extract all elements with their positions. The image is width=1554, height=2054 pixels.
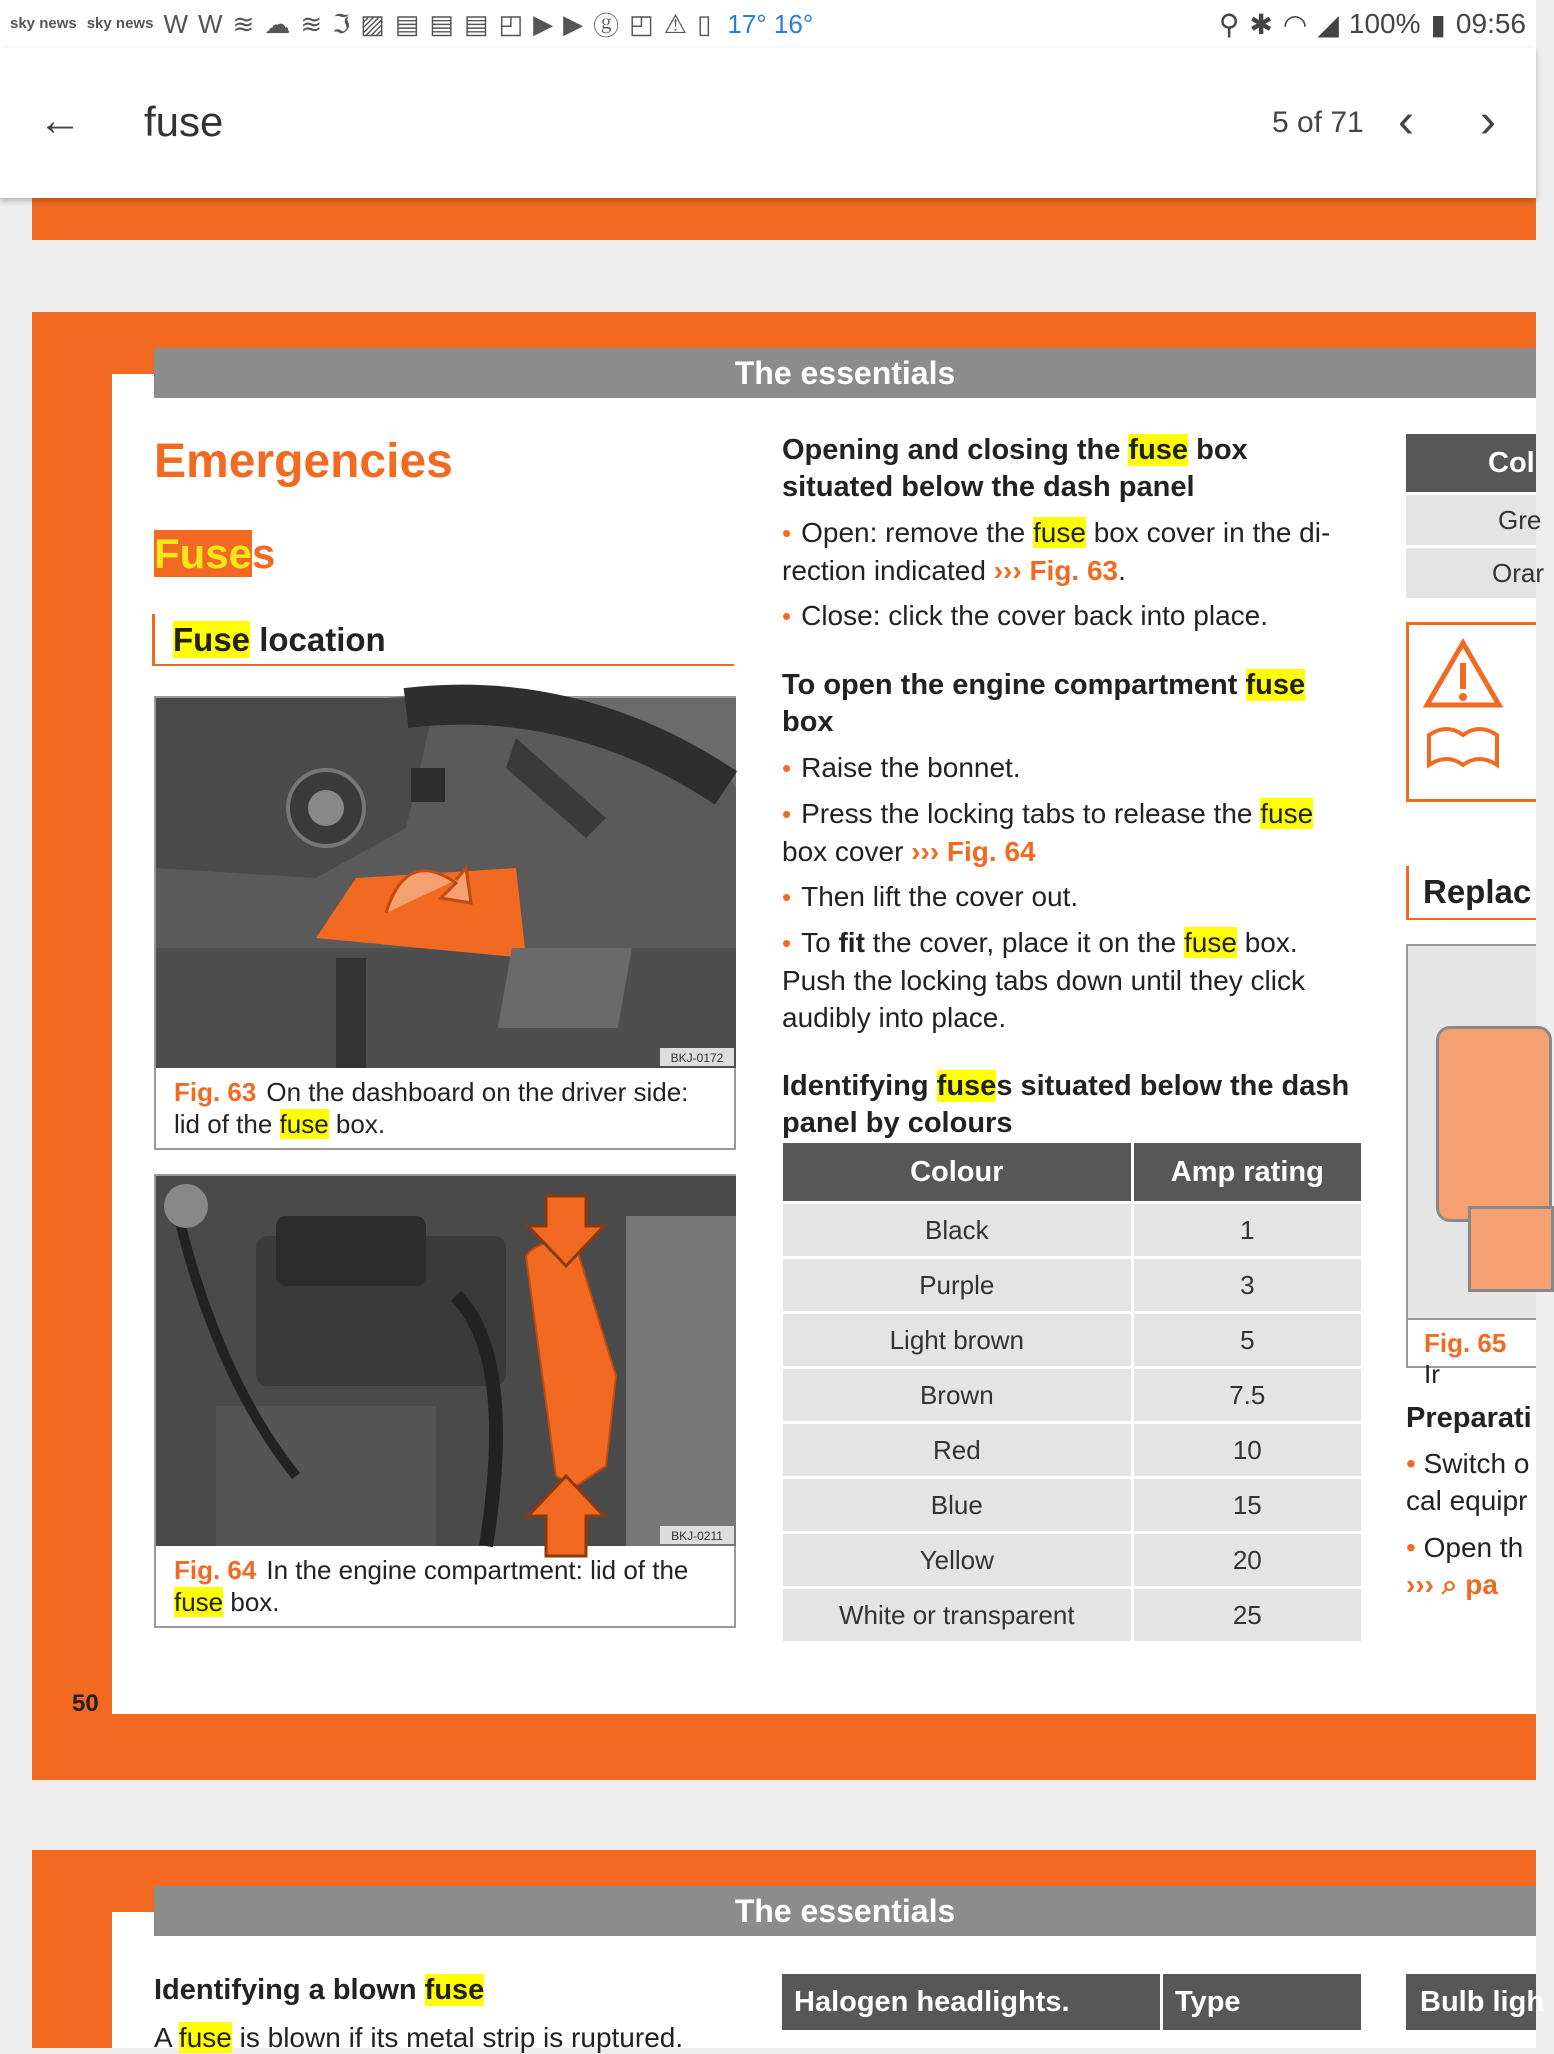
- warning-box: [1406, 622, 1536, 802]
- subsection-title: Fuses: [154, 530, 276, 577]
- essentials-banner: The essentials: [154, 1886, 1536, 1936]
- list-item: • Press the locking tabs to release the fuse box cover ››› Fig. 64: [782, 795, 1364, 870]
- previous-page-edge: [32, 198, 1536, 240]
- document-icon: ▯: [697, 8, 712, 39]
- weather-icon: ≋: [300, 8, 323, 39]
- list-item: • Open: remove the fuse box cover in the di-rection indicated ››› Fig. 63.: [782, 514, 1364, 589]
- engine-compartment-illustration: [156, 1176, 734, 1546]
- weather-icon: ≋: [232, 8, 255, 39]
- table-cell: Orar: [1406, 548, 1536, 598]
- column-header: Colour: [782, 1142, 1133, 1203]
- youtube-icon: ▶: [533, 8, 554, 39]
- section-title: Emergencies: [154, 435, 453, 488]
- figure-caption: Ir: [1424, 1359, 1440, 1389]
- table-header: Type: [1163, 1974, 1361, 2030]
- fuse-location-heading: Fuse location: [152, 614, 734, 666]
- paragraph: A fuse is blown if its metal strip is ruptured.: [154, 2022, 684, 2053]
- cloud-icon: ☁: [264, 8, 291, 39]
- table-cell: 3: [1132, 1258, 1362, 1313]
- column-header: Amp rating: [1132, 1142, 1362, 1203]
- table-cell: 7.5: [1132, 1368, 1362, 1423]
- flipboard-icon: ◰: [498, 8, 524, 39]
- calendar-icon: ▤: [429, 8, 454, 39]
- section-heading: Identifying a blown fuse: [154, 1974, 485, 2006]
- section-heading: To open the engine compartment fuse box: [782, 669, 1306, 738]
- battery-icon: ▮: [1430, 8, 1446, 40]
- status-bar: [0, 0, 1536, 48]
- figure-caption: Fig. 64 In the engine compartment: lid of the fuse box.: [174, 1555, 689, 1617]
- figure-63: [154, 696, 736, 1150]
- table-cell: Light brown: [782, 1313, 1133, 1368]
- table-cell: 20: [1132, 1533, 1362, 1588]
- figure-caption: Fig. 63 On the dashboard on the driver side: lid of the fuse box.: [174, 1077, 689, 1139]
- signal-icon: ◢: [1317, 8, 1339, 40]
- figure-code: BKJ-0211: [671, 1529, 723, 1543]
- right-column: [1406, 434, 1544, 1684]
- table-cell: Black: [782, 1203, 1133, 1258]
- table-cell: 25: [1132, 1588, 1362, 1643]
- list-item: • Close: click the cover back into place.: [782, 597, 1364, 635]
- search-query[interactable]: fuse: [144, 98, 224, 145]
- telegraph-icon: ℑ: [332, 8, 351, 39]
- figure-link[interactable]: ››› Fig. 63: [993, 555, 1119, 586]
- wifi-icon: ◠: [1282, 8, 1308, 40]
- table-row: [782, 1203, 1363, 1258]
- table-row: [782, 1258, 1363, 1313]
- essentials-banner: The essentials: [154, 348, 1536, 398]
- table-cell: 1: [1132, 1203, 1362, 1258]
- image-icon: ▨: [360, 8, 385, 39]
- message-icon: ⚠: [663, 8, 688, 39]
- battery-percent: 100%: [1348, 8, 1421, 39]
- calendar-icon: ▤: [464, 8, 489, 39]
- table-cell: 15: [1132, 1478, 1362, 1533]
- section-heading: Opening and closing the fuse box situated below the dash panel: [782, 434, 1248, 503]
- back-arrow-icon[interactable]: ←: [38, 96, 82, 145]
- w-notification-icon: W: [163, 8, 188, 39]
- table-row: [782, 1533, 1363, 1588]
- instructions-column: [782, 432, 1364, 1142]
- table-row: [782, 1588, 1363, 1643]
- section-heading: Preparati: [1406, 1402, 1532, 1434]
- figure-link[interactable]: ››› Fig. 64: [911, 836, 1036, 867]
- next-match-button[interactable]: ›: [1480, 95, 1496, 148]
- flipboard-icon: ◰: [629, 8, 654, 39]
- w-notification-icon: W: [197, 8, 223, 39]
- table-cell: White or transparent: [782, 1588, 1133, 1643]
- figure-label: Fig. 65: [1424, 1328, 1507, 1358]
- table-row: [782, 1423, 1363, 1478]
- page-number: 50: [72, 1690, 99, 1717]
- list-item: • To fit the cover, place it on the fuse box. Push the locking tabs down until they click audibly into place.: [782, 924, 1364, 1036]
- manual-icon: [1429, 729, 1497, 765]
- table-cell: Blue: [782, 1478, 1133, 1533]
- clock: 09:56: [1455, 8, 1526, 39]
- table-cell: Purple: [782, 1258, 1133, 1313]
- bluetooth-icon: ✱: [1249, 8, 1273, 40]
- fuse-colour-table: [780, 1140, 1364, 1644]
- dashboard-illustration: [156, 698, 734, 1068]
- figure-64: [154, 1174, 736, 1628]
- figure-code: BKJ-0172: [670, 1051, 724, 1065]
- table-row: [782, 1313, 1363, 1368]
- temperature: 17° 16°: [727, 8, 814, 39]
- replace-heading: Replac: [1406, 866, 1536, 920]
- list-item: • Open th ››› ⌕ pa: [1406, 1532, 1524, 1600]
- search-toolbar: [0, 48, 1536, 198]
- sky-news-notification: sky news: [86, 15, 154, 32]
- sky-news-notification: sky news: [10, 15, 77, 32]
- list-item: • Then lift the cover out.: [782, 878, 1364, 916]
- table-cell: 5: [1132, 1313, 1362, 1368]
- table-cell: Gre: [1406, 495, 1536, 545]
- previous-match-button[interactable]: ‹: [1398, 95, 1414, 148]
- table-cell: 10: [1132, 1423, 1362, 1478]
- table-header: Bulb ligh: [1406, 1974, 1536, 2030]
- figure-65: [1406, 944, 1536, 1389]
- location-icon: ⚲: [1218, 8, 1240, 40]
- table-row: [782, 1368, 1363, 1423]
- table-row: [782, 1478, 1363, 1533]
- calendar-icon: ▤: [394, 8, 420, 39]
- table-header: Halogen headlights.: [782, 1974, 1160, 2030]
- table-header: Col: [1406, 434, 1536, 492]
- fuse-illustration: [1408, 946, 1536, 1320]
- list-item: • Raise the bonnet.: [782, 749, 1364, 787]
- table-header-row: [782, 1142, 1363, 1203]
- table-cell: Brown: [782, 1368, 1133, 1423]
- section-heading: Identifying fuses situated below the dash panel by colours: [782, 1070, 1350, 1139]
- table-cell: Yellow: [782, 1533, 1133, 1588]
- match-counter: 5 of 71: [1272, 106, 1364, 139]
- youtube-icon: ▶: [563, 8, 584, 39]
- table-cell: Red: [782, 1423, 1133, 1478]
- guardian-icon: ⓖ: [593, 10, 620, 41]
- list-item: • Switch o cal equipr: [1406, 1448, 1530, 1516]
